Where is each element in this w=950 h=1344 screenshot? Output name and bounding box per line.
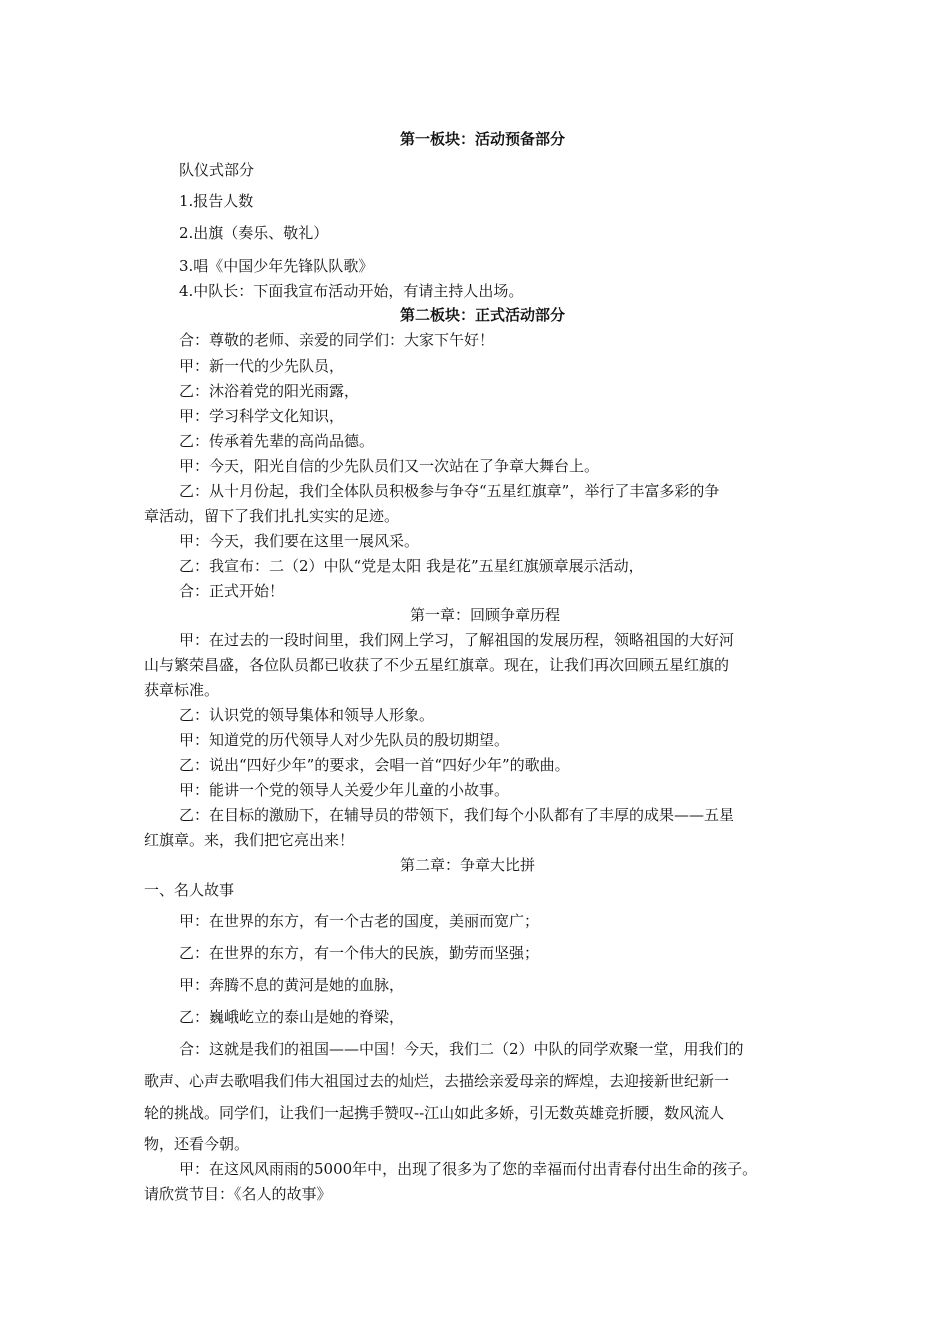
document-page: 第一板块：活动预备部分 队仪式部分 1.报告人数 2.出旗（奏乐、敬礼） 3.唱《中国少年先锋队队歌》 4.中队长：下面我宣布活动开始，有请主持人出场。 第二板块：正式活动部分 合：尊敬的老师、亲爱的同学们：大家下午好！ 甲：新一代的少先队员， 乙：沐浴着党的阳光雨露， 甲：学习科学文化知识， 乙：传承着先辈的高尚品德。 甲：今天，阳光自信的少先队员们又一次站在了争章大舞台上。 乙：从十月份起，我们全体队员积极参与争夺“五星红旗章”，举行了丰富多彩的争 章活动，留下了我们扎扎实实的足迹。 甲：今天，我们要在这里一展风采。 乙：我宣布：二（2）中队“党是太阳 我是花”五星红旗颁章展示活动， 合：正式开始！ 第一章：回顾争章历程 甲：在过去的一段时间里，我们网上学习，了解祖国的发展历程，领略祖国的大好河 山与繁荣昌盛，各位队员都已收获了不少五星红旗章。现在，让我们再次回顾五星红旗的 获章标准。 乙：认识党的领导集体和领导人形象。 甲：知道党的历代领导人对少先队员的殷切期望。 乙：说出“四好少年”的要求，会唱一首“四好少年”的歌曲。 甲：能讲一个党的领导人关爱少年儿童的小故事。 乙：在目标的激励下，在辅导员的带领下，我们每个小队都有了丰厚的成果——五星 红旗章。来，我们把它亮出来！ 第二章：争章大比拼 一、名人故事 甲：在世界的东方，有一个古老的国度，美丽而宽广； 乙：在世界的东方，有一个伟大的民族，勤劳而坚强； 甲：奔腾不息的黄河是她的血脉， 乙：巍峨屹立的泰山是她的脊梁， 合：这就是我们的祖国——中国！今天，我们二（2）中队的同学欢聚一堂，用我们的 歌声、心声去歌唱我们伟大祖国过去的灿烂，去描绘亲爱母亲的辉煌，去迎接新世纪新一 轮的挑战。同学们，让我们一起携手赞叹--江山如此多娇，引无数英雄竞折腰，数风流人 物，还看今朝。 甲：在这风风雨雨的5000年中，出现了很多为了您的幸福而付出青春付出生命的孩子。 请欣赏节目：《名人的故事》: [144, 130, 758, 1203]
